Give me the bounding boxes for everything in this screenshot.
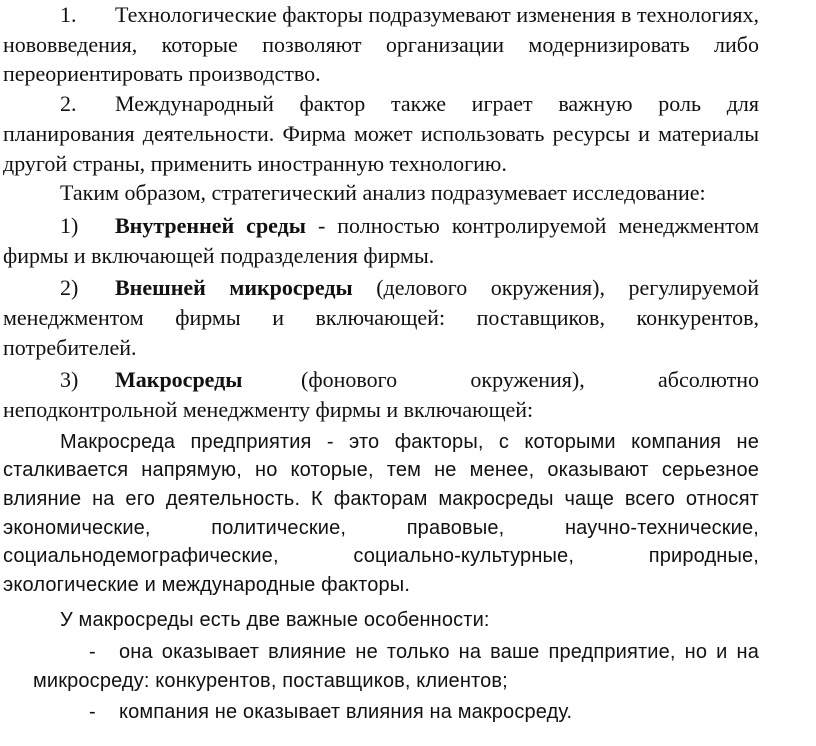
dash-marker: - (89, 641, 96, 663)
paragraph-technological-factors (3, 0, 759, 89)
term-external-microenvironment: Внешней микросреды (115, 275, 353, 301)
list-item-macroenvironment (3, 365, 759, 424)
feature-item (33, 698, 759, 727)
list-item-external-microenvironment (3, 273, 759, 362)
paragraph-text: Технологические факторы подразумевают изменения в технологиях, нововведения, которые позволяют организации модернизировать либо переориентировать производство. (3, 2, 759, 87)
document-page (3, 0, 759, 727)
list-item-text: (делового окружения), регулируемой менеджментом фирмы и включающей: поставщиков, конкурентов, потребителей. (3, 275, 759, 360)
paragraph-international-factor (3, 89, 759, 178)
list-number: 2) (60, 275, 79, 301)
list-item-text: - полностью контролируемой менеджментом фирмы и включающей подразделения фирмы. (3, 212, 759, 268)
list-number: 3) (60, 367, 79, 393)
feature-text: компания не оказывает влияния на макросреду. (119, 701, 573, 724)
paragraph-features-intro: У макросреды есть две важные особенности: (60, 609, 490, 632)
paragraph-text: Международный фактор также играет важную роль для планирования деятельности. Фирма может использовать ресурсы и материалы другой страны, применить иностранную технологию. (3, 91, 759, 176)
paragraph-macroenvironment: Макросреда предприятия - это факторы, с которыми компания не сталкивается напрямую, но которые, тем не менее, оказывают серьезное влияние на его деятельность. К факторам макросреды чаще всего относят экономические, политические, правовые, научно-технические, социальнодемографические, социально-культурные, природные, экологические и международные факторы. (3, 430, 759, 596)
list-item-internal-environment (3, 211, 759, 270)
list-number: 2. (60, 91, 77, 117)
feature-item (33, 638, 759, 695)
term-internal-environment: Внутренней среды (115, 212, 306, 238)
list-number: 1. (60, 2, 77, 27)
term-macroenvironment: Макросреды (115, 367, 243, 393)
dash-marker: - (89, 701, 96, 724)
list-item-text: (фонового окружения), абсолютно неподконтрольной менеджменту фирмы и включающей: (3, 367, 759, 423)
list-number: 1) (60, 212, 79, 238)
feature-text: она оказывает влияние не только на ваше предприятие, но и на микросреду: конкурентов, поставщиков, клиентов; (33, 641, 759, 692)
paragraph-summary: Таким образом, стратегический анализ подразумевает исследование: (60, 180, 706, 206)
